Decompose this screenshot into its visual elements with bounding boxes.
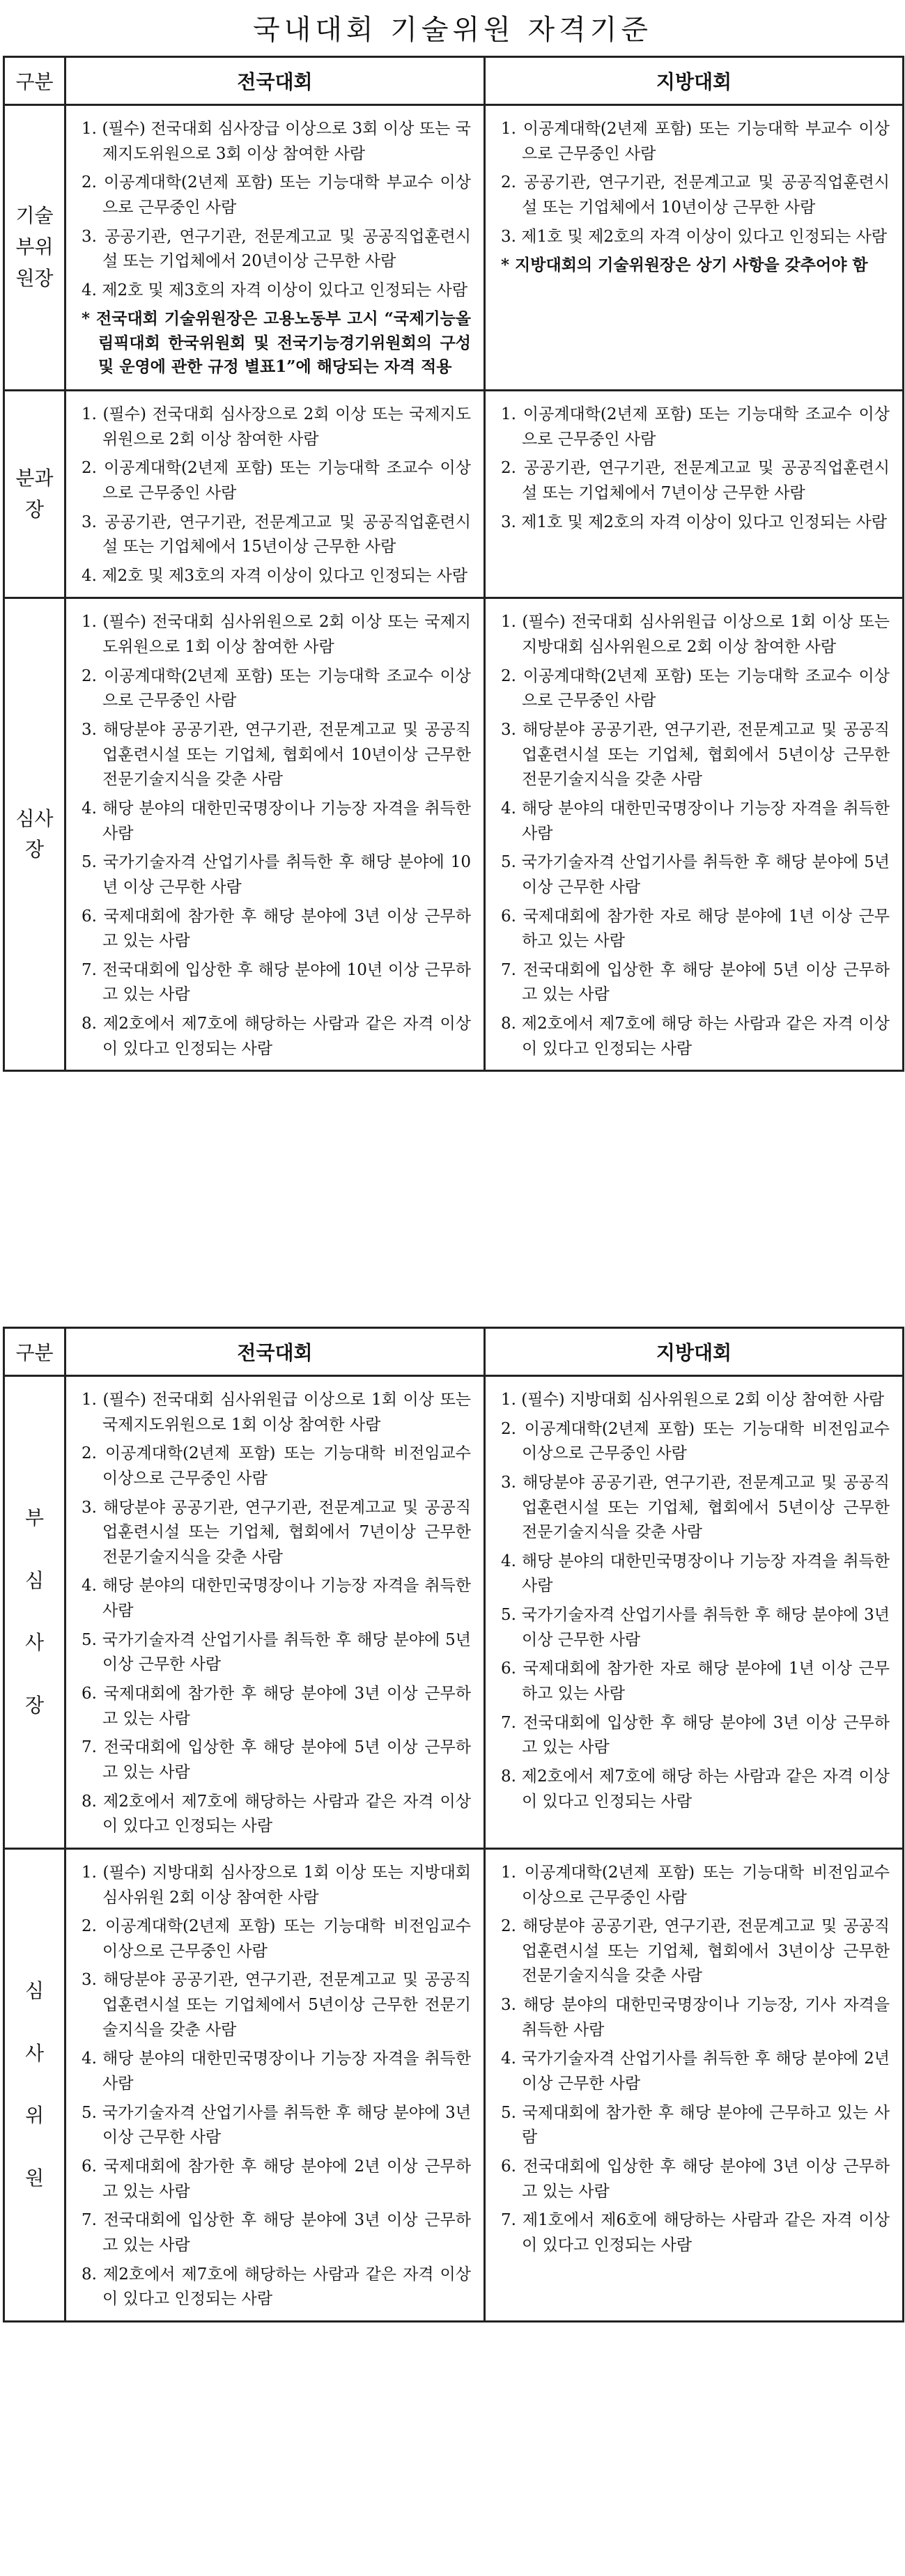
criteria-item: 3. 공공기관, 연구기관, 전문계고교 및 공공직업훈련시설 또는 기업체에서 20년이상 근무한 사람 [82, 227, 471, 271]
header-regional: 지방대회 [485, 57, 904, 105]
criteria-item: 8. 제2호에서 제7호에 해당하는 사람과 같은 자격 이상이 있다고 인정되는 사람 [82, 1015, 471, 1058]
criteria-item: 3. 공공기관, 연구기관, 전문계고교 및 공공직업훈련시설 또는 기업체에서 15년이상 근무한 사람 [82, 513, 471, 556]
criteria-item: 1. (필수) 전국대회 심사위원으로 2회 이상 또는 국제지도위원으로 1회 이상 참여한 사람 [82, 613, 471, 657]
table-row [4, 105, 904, 391]
criteria-item: 5. 국가기술자격 산업기사를 취득한 후 해당 분야에 5년 이상 근무한 사람 [82, 1630, 471, 1674]
criteria-item: 5. 국가기술자격 산업기사를 취득한 후 해당 분야에 10년 이상 근무한 사람 [82, 853, 471, 896]
criteria-item: 6. 전국대회에 입상한 후 해당 분야에 3년 이상 근무하고 있는 사람 [501, 2157, 890, 2201]
criteria-item: 2. 이공계대학(2년제 포함) 또는 기능대학 조교수 이상으로 근무중인 사람 [82, 459, 471, 502]
criteria-item: 7. 제1호에서 제6호에 해당하는 사람과 같은 자격 이상이 있다고 인정되는 사람 [501, 2211, 890, 2254]
table-row [4, 390, 904, 598]
qualification-table-1 [3, 56, 904, 1072]
criteria-item: 1. (필수) 지방대회 심사위원으로 2회 이상 참여한 사람 [501, 1391, 885, 1409]
table-header-row [4, 1328, 904, 1376]
criteria-item: 6. 국제대회에 참가한 후 해당 분야에 3년 이상 근무하고 있는 사람 [82, 1685, 471, 1728]
regional-criteria-cell [485, 1376, 904, 1849]
criteria-item: 5. 국가기술자격 산업기사를 취득한 후 해당 분야에 3년 이상 근무한 사람 [501, 1606, 890, 1649]
national-criteria-cell [65, 1848, 485, 2321]
criteria-item: 1. 이공계대학(2년제 포함) 또는 기능대학 조교수 이상으로 근무중인 사람 [501, 405, 890, 448]
criteria-item: 2. 이공계대학(2년제 포함) 또는 기능대학 비전임교수 이상으로 근무중인 사람 [501, 1419, 890, 1463]
criteria-item: 7. 전국대회에 입상한 후 해당 분야에 5년 이상 근무하고 있는 사람 [82, 1738, 471, 1781]
criteria-item: 1. 이공계대학(2년제 포함) 또는 기능대학 부교수 이상으로 근무중인 사람 [501, 120, 890, 163]
criteria-item: 4. 국가기술자격 산업기사를 취득한 후 해당 분야에 2년 이상 근무한 사람 [501, 2050, 890, 2093]
criteria-item: 6. 국제대회에 참가한 후 해당 분야에 2년 이상 근무하고 있는 사람 [82, 2157, 471, 2201]
criteria-item: 2. 공공기관, 연구기관, 전문계고교 및 공공직업훈련시설 또는 기업체에서 7년이상 근무한 사람 [501, 459, 890, 502]
criteria-item: 2. 이공계대학(2년제 포함) 또는 기능대학 비전임교수 이상으로 근무중인 사람 [82, 1917, 471, 1960]
criteria-item: 5. 국가기술자격 산업기사를 취득한 후 해당 분야에 5년 이상 근무한 사람 [501, 853, 890, 896]
header-regional: 지방대회 [485, 1328, 904, 1376]
criteria-item: 3. 해당 분야의 대한민국명장이나 기능장, 기사 자격을 취득한 사람 [501, 1996, 890, 2039]
criteria-item: 4. 해당 분야의 대한민국명장이나 기능장 자격을 취득한 사람 [501, 799, 890, 843]
row-category: 심 사 위 원 [4, 1848, 65, 2321]
regional-criteria-cell [485, 390, 904, 598]
row-category: 부 심 사 장 [4, 1376, 65, 1849]
criteria-item: 3. 해당분야 공공기관, 연구기관, 전문계고교 및 공공직업훈련시설 또는 기업체, 협회에서 5년이상 근무한 전문기술지식을 갖춘 사람 [501, 1473, 890, 1542]
regional-criteria-list [501, 1861, 890, 2258]
national-criteria-list [82, 117, 471, 303]
criteria-item: 3. 제1호 및 제2호의 자격 이상이 있다고 인정되는 사람 [501, 513, 888, 531]
national-criteria-list [82, 610, 471, 1061]
regional-criteria-list [501, 403, 890, 535]
regional-criteria-cell [485, 598, 904, 1071]
criteria-item: 8. 제2호에서 제7호에 해당 하는 사람과 같은 자격 이상이 있다고 인정되는 사람 [501, 1015, 890, 1058]
criteria-item: 7. 전국대회에 입상한 후 해당 분야에 10년 이상 근무하고 있는 사람 [82, 960, 471, 1004]
regional-criteria-list [501, 117, 890, 249]
criteria-item: 8. 제2호에서 제7호에 해당하는 사람과 같은 자격 이상이 있다고 인정되는 사람 [82, 1792, 471, 1836]
criteria-item: 2. 공공기관, 연구기관, 전문계고교 및 공공직업훈련시설 또는 기업체에서 10년이상 근무한 사람 [501, 173, 890, 217]
national-criteria-cell [65, 598, 485, 1071]
criteria-item: 8. 제2호에서 제7호에 해당 하는 사람과 같은 자격 이상이 있다고 인정되는 사람 [501, 1767, 890, 1811]
criteria-item: 3. 해당분야 공공기관, 연구기관, 전문계고교 및 공공직업훈련시설 또는 기업체, 협회에서 5년이상 근무한 전문기술지식을 갖춘 사람 [501, 721, 890, 789]
national-criteria-list [82, 403, 471, 588]
table-row [4, 1848, 904, 2321]
header-category: 구분 [4, 1328, 65, 1376]
criteria-item: 5. 국가기술자격 산업기사를 취득한 후 해당 분야에 3년 이상 근무한 사람 [82, 2103, 471, 2147]
criteria-item: 1. (필수) 전국대회 심사위원급 이상으로 1회 이상 또는 지방대회 심사위원으로 2회 이상 참여한 사람 [501, 613, 890, 657]
criteria-item: 4. 해당 분야의 대한민국명장이나 기능장 자격을 취득한 사람 [82, 1577, 471, 1621]
regional-criteria-list [501, 1388, 890, 1814]
criteria-item: 2. 이공계대학(2년제 포함) 또는 기능대학 조교수 이상으로 근무중인 사람 [501, 666, 890, 710]
criteria-item: 6. 국제대회에 참가한 자로 해당 분야에 1년 이상 근무하고 있는 사람 [501, 1660, 890, 1703]
criteria-item: 7. 전국대회에 입상한 후 해당 분야에 5년 이상 근무하고 있는 사람 [501, 960, 890, 1004]
criteria-item: 1. (필수) 전국대회 심사장으로 2회 이상 또는 국제지도위원으로 2회 이상 참여한 사람 [82, 405, 471, 448]
row-category: 분과 장 [4, 390, 65, 598]
regional-note: * 지방대회의 기술위원장은 상기 사항을 갖추어야 함 [501, 256, 868, 275]
table-header-row [4, 57, 904, 105]
criteria-item: 4. 해당 분야의 대한민국명장이나 기능장 자격을 취득한 사람 [82, 2050, 471, 2093]
regional-criteria-cell [485, 105, 904, 391]
criteria-item: 6. 국제대회에 참가한 후 해당 분야에 3년 이상 근무하고 있는 사람 [82, 907, 471, 951]
criteria-item: 8. 제2호에서 제7호에 해당하는 사람과 같은 자격 이상이 있다고 인정되는 사람 [82, 2265, 471, 2309]
national-note: * 전국대회 기술위원장은 고용노동부 고시 “국제기능올림픽대회 한국위원회 및 전국기능경기위원회의 구성 및 운영에 관한 규정 별표1”에 해당되는 자격 적용 [82, 309, 471, 377]
criteria-item: 2. 이공계대학(2년제 포함) 또는 기능대학 부교수 이상으로 근무중인 사람 [82, 173, 471, 217]
criteria-item: 1. 이공계대학(2년제 포함) 또는 기능대학 비전임교수 이상으로 근무중인 사람 [501, 1863, 890, 1907]
criteria-item: 7. 전국대회에 입상한 후 해당 분야에 3년 이상 근무하고 있는 사람 [501, 1713, 890, 1757]
criteria-item: 3. 해당분야 공공기관, 연구기관, 전문계고교 및 공공직업훈련시설 또는 기업체, 협회에서 10년이상 근무한 전문기술지식을 갖춘 사람 [82, 721, 471, 789]
qualification-table-2 [3, 1327, 904, 2323]
table-row [4, 1376, 904, 1849]
header-national: 전국대회 [65, 1328, 485, 1376]
national-criteria-list [82, 1388, 471, 1839]
criteria-item: 5. 국제대회에 참가한 후 해당 분야에 근무하고 있는 사람 [501, 2103, 890, 2147]
criteria-item: 1. (필수) 지방대회 심사장으로 1회 이상 또는 지방대회 심사위원 2회 이상 참여한 사람 [82, 1863, 471, 1907]
criteria-item: 3. 해당분야 공공기관, 연구기관, 전문계고교 및 공공직업훈련시설 또는 기업체, 협회에서 7년이상 근무한 전문기술지식을 갖춘 사람 [82, 1498, 471, 1566]
criteria-item: 4. 해당 분야의 대한민국명장이나 기능장 자격을 취득한 사람 [501, 1552, 890, 1595]
national-criteria-cell [65, 390, 485, 598]
regional-criteria-cell [485, 1848, 904, 2321]
criteria-item: 2. 이공계대학(2년제 포함) 또는 기능대학 조교수 이상으로 근무중인 사람 [82, 666, 471, 710]
criteria-item: 4. 제2호 및 제3호의 자격 이상이 있다고 인정되는 사람 [82, 281, 468, 299]
row-category: 기술 부위 원장 [4, 105, 65, 391]
table-row [4, 598, 904, 1071]
criteria-item: 1. (필수) 전국대회 심사장급 이상으로 3회 이상 또는 국제지도위원으로 3회 이상 참여한 사람 [82, 120, 471, 163]
header-category: 구분 [4, 57, 65, 105]
national-criteria-list [82, 1861, 471, 2312]
criteria-item: 3. 해당분야 공공기관, 연구기관, 전문계고교 및 공공직업훈련시설 또는 기업체에서 5년이상 근무한 전문기술지식을 갖춘 사람 [82, 1971, 471, 2039]
national-criteria-cell [65, 105, 485, 391]
document-title: 국내대회 기술위원 자격기준 [252, 13, 653, 46]
national-criteria-cell [65, 1376, 485, 1849]
criteria-item: 2. 해당분야 공공기관, 연구기관, 전문계고교 및 공공직업훈련시설 또는 기업체, 협회에서 3년이상 근무한 전문기술지식을 갖춘 사람 [501, 1917, 890, 1985]
row-category: 심사 장 [4, 598, 65, 1071]
criteria-item: 2. 이공계대학(2년제 포함) 또는 기능대학 비전임교수 이상으로 근무중인 사람 [82, 1444, 471, 1488]
header-national: 전국대회 [65, 57, 485, 105]
criteria-item: 4. 제2호 및 제3호의 자격 이상이 있다고 인정되는 사람 [82, 566, 468, 585]
criteria-item: 6. 국제대회에 참가한 자로 해당 분야에 1년 이상 근무하고 있는 사람 [501, 907, 890, 951]
criteria-item: 3. 제1호 및 제2호의 자격 이상이 있다고 인정되는 사람 [501, 227, 888, 246]
criteria-item: 4. 해당 분야의 대한민국명장이나 기능장 자격을 취득한 사람 [82, 799, 471, 843]
criteria-item: 1. (필수) 전국대회 심사위원급 이상으로 1회 이상 또는 국제지도위원으로 1회 이상 참여한 사람 [82, 1391, 471, 1434]
regional-criteria-list [501, 610, 890, 1061]
criteria-item: 7. 전국대회에 입상한 후 해당 분야에 3년 이상 근무하고 있는 사람 [82, 2211, 471, 2254]
